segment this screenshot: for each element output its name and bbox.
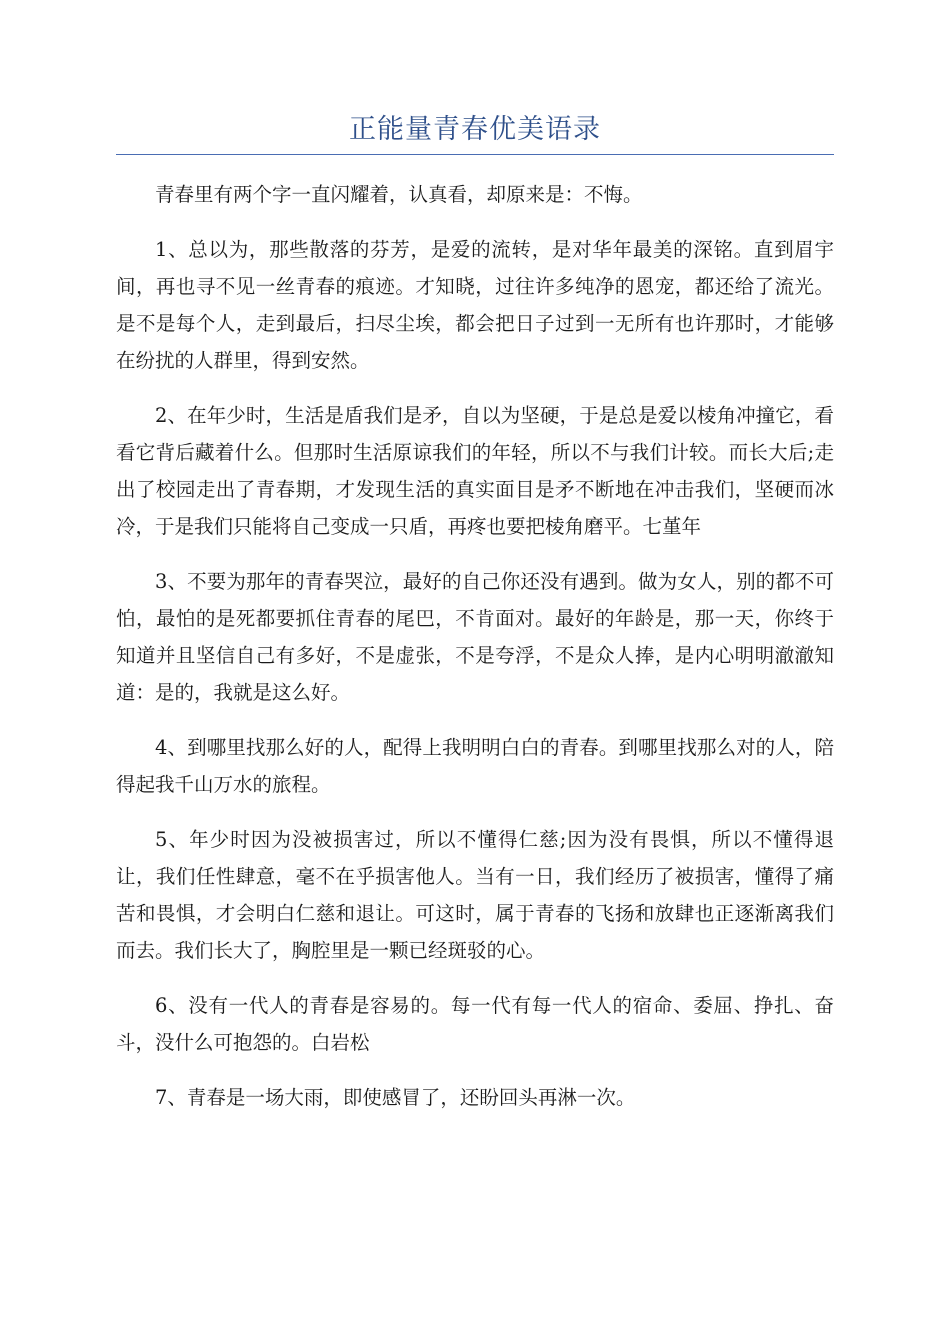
paragraph-2: 2、在年少时，生活是盾我们是矛，自以为坚硬，于是总是爱以棱角冲撞它，看看它背后藏着什么。但那时生活原谅我们的年轻，所以不与我们计较。而长大后;走出了校园走出了青春期，才发现生活的真实面目是矛不断地在冲击我们，坚硬而冰冷，于是我们只能将自己变成一只盾，再疼也要把棱角磨平。七堇年 [116, 404, 834, 538]
paragraph-7: 7、青春是一场大雨，即使感冒了，还盼回头再淋一次。 [155, 1086, 636, 1109]
title-underline [116, 154, 834, 155]
paragraph-5: 5、年少时因为没被损害过，所以不懂得仁慈;因为没有畏惧，所以不懂得退让，我们任性肆意，毫不在乎损害他人。当有一日，我们经历了被损害，懂得了痛苦和畏惧，才会明白仁慈和退让。可这时，属于青春的飞扬和放肆也正逐渐离我们而去。我们长大了，胸腔里是一颗已经斑驳的心。 [116, 828, 834, 962]
document-body [116, 176, 834, 1134]
paragraph-3: 3、不要为那年的青春哭泣，最好的自己你还没有遇到。做为女人，别的都不可怕，最怕的是死都要抓住青春的尾巴，不肯面对。最好的年龄是，那一天，你终于知道并且坚信自己有多好，不是虚张，不是夸浮，不是众人捧，是内心明明澈澈知道：是的，我就是这么好。 [116, 570, 834, 704]
paragraph-intro: 青春里有两个字一直闪耀着，认真看，却原来是：不悔。 [155, 183, 643, 206]
document-title: 正能量青春优美语录 [349, 114, 601, 145]
paragraph-1: 1、总以为，那些散落的芬芳，是爱的流转，是对华年最美的深铭。直到眉宇间，再也寻不见一丝青春的痕迹。才知晓，过往许多纯净的恩宠，都还给了流光。是不是每个人，走到最后，扫尽尘埃，都会把日子过到一无所有也许那时，才能够在纷扰的人群里，得到安然。 [116, 238, 834, 372]
paragraph-6: 6、没有一代人的青春是容易的。每一代有每一代人的宿命、委屈、挣扎、奋斗，没什么可抱怨的。白岩松 [116, 994, 834, 1054]
paragraph-4: 4、到哪里找那么好的人，配得上我明明白白的青春。到哪里找那么对的人，陪得起我千山万水的旅程。 [116, 736, 834, 796]
